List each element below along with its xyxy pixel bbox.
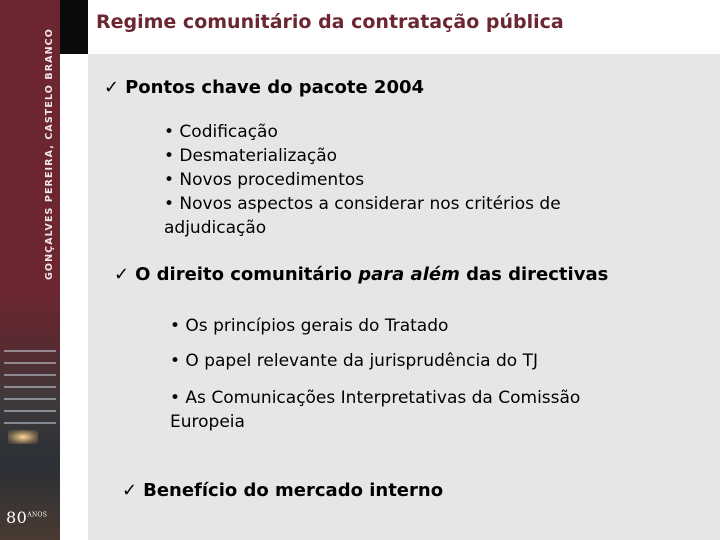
- separator-strip: [60, 54, 88, 540]
- page-title: Regime comunitário da contratação pública: [96, 11, 564, 33]
- list-item: • O papel relevante da jurisprudência do TJ: [170, 351, 538, 371]
- brand-name: GONÇALVES PEREIRA, CASTELO BRANCO: [44, 28, 55, 280]
- list-item: • Os princípios gerais do Tratado: [170, 316, 449, 336]
- list-item: • Novos procedimentos: [164, 170, 365, 190]
- building-photo: [0, 290, 60, 540]
- section-heading-pontos-chave: ✓ Pontos chave do pacote 2004: [104, 77, 425, 98]
- section-heading-direito-comunitario: ✓ O direito comunitário para além das directivas: [114, 264, 609, 285]
- brand-sidebar: [0, 0, 60, 540]
- check-icon: ✓: [104, 77, 120, 98]
- list-item: • Codificação: [164, 122, 278, 142]
- list-item: adjudicação: [164, 218, 267, 238]
- list-item: Europeia: [170, 412, 245, 432]
- check-icon: ✓: [122, 480, 138, 501]
- list-item: • Desmaterialização: [164, 146, 338, 166]
- list-item: • As Comunicações Interpretativas da Comissão: [170, 388, 581, 408]
- header-strip: [60, 0, 88, 54]
- check-icon: ✓: [114, 264, 130, 285]
- anniversary-logo: $80^{ANOS}$: [6, 508, 48, 527]
- list-item: • Novos aspectos a considerar nos critérios de: [164, 194, 561, 214]
- section-heading-beneficio: ✓ Benefício do mercado interno: [122, 480, 444, 501]
